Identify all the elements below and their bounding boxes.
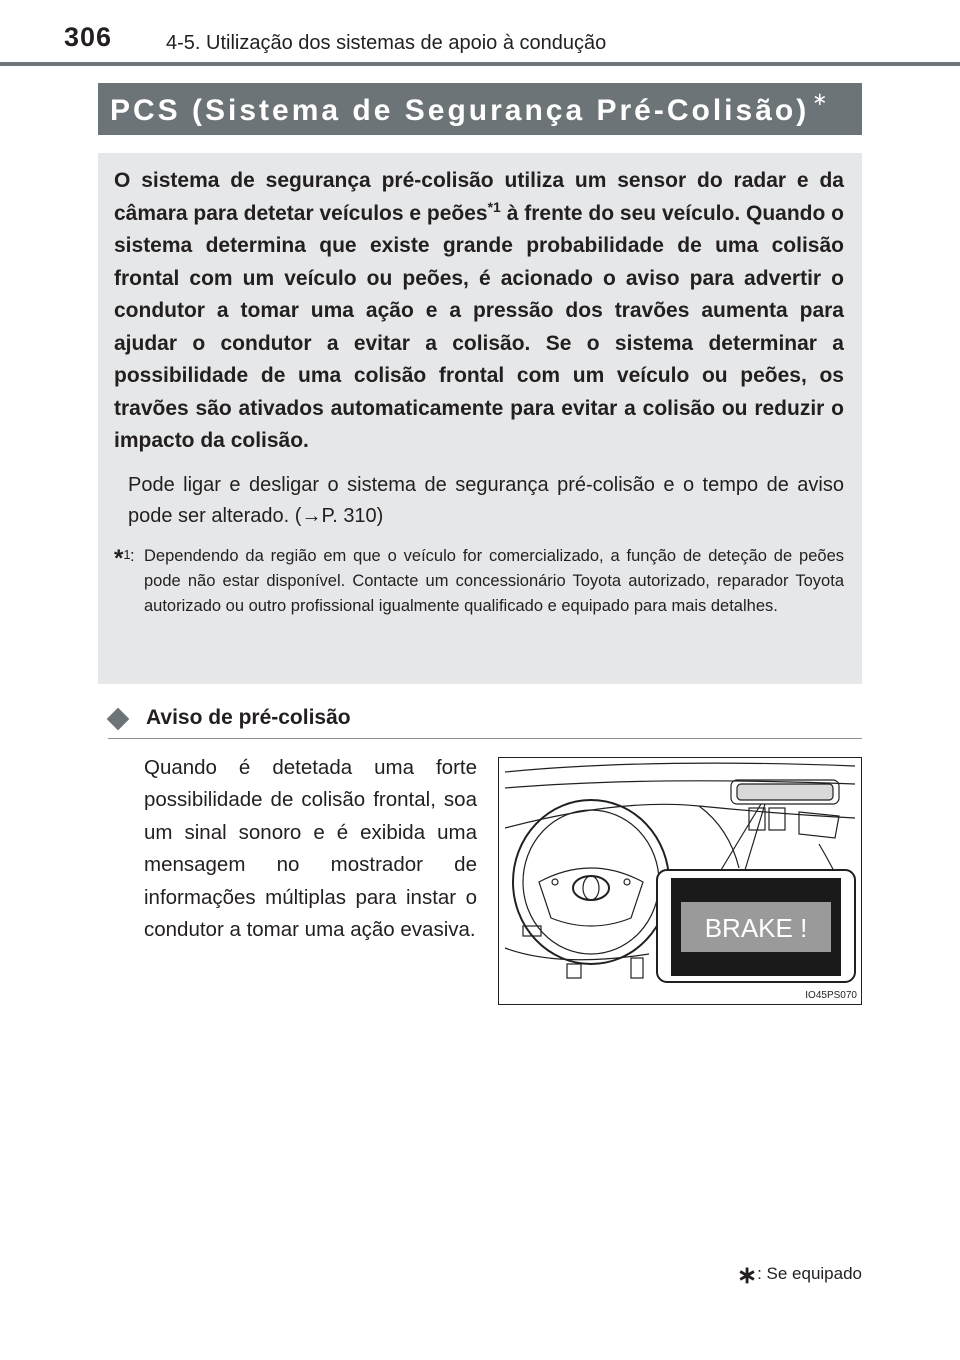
footnote-number: 1 (123, 546, 131, 562)
warning-description: Quando é detetada uma forte possibilidade de colisão frontal, soa um sinal sonoro e é exibida uma mensagem no mostrador de informações múltiplas para instar o condutor a tomar uma ação evasiva. (144, 756, 477, 942)
page-number: 306 (64, 22, 113, 52)
equipment-note-text: : Se equipado (757, 1264, 862, 1283)
brake-warning-text: BRAKE ! (704, 913, 808, 943)
pedal-right-icon (631, 958, 643, 978)
wheel-button-right-icon (624, 879, 630, 885)
intro-text-2: à frente do seu veículo. Quando o sistema determina que existe grande probabilidade de uma colisão frontal com um veículo ou peões, é acionado o aviso para advertir o condutor a tomar uma ação e a pressão dos travões aumenta para ajudar o condutor a evitar a colisão. Se o sistema determinar a possibilidade de uma colisão frontal com um veículo ou peões, os travões são ativados automaticamente para evitar a colisão ou reduzir o impacto da colisão. (114, 201, 844, 452)
windshield-line-icon (505, 763, 855, 772)
footnote-colon: : (130, 546, 135, 565)
settings-note: Pode ligar e desligar o sistema de segurança pré-colisão e o tempo de aviso pode ser alterado. (→P. 310) (128, 473, 844, 527)
figure-code: IO45PS070 (805, 990, 857, 1001)
footnote-text: Dependendo da região em que o veículo for comercializado, a função de deteção de peões pode não estar disponível. Contacte um concessionário Toyota autorizado, reparador Toyota autorizado ou outro profissional igualmente qualificado e equipado para mais detalhes. (144, 546, 844, 615)
dash-edge-icon (699, 806, 739, 868)
header-rule (0, 62, 960, 66)
subsection-heading (108, 706, 862, 739)
dashboard-drawing (499, 758, 861, 1004)
wheel-button-left-icon (552, 879, 558, 885)
equipment-note (736, 1257, 862, 1289)
chapter-heading: 4-5. Utilização dos sistemas de apoio à condução (166, 32, 607, 54)
footnote (114, 544, 844, 619)
equipped-star: ∗ (736, 1262, 758, 1289)
equipped-mark: ∗ (812, 89, 831, 109)
page-title: PCS (Sistema de Segurança Pré-Colisão) (110, 94, 810, 127)
intro-text-1: O sistema de segurança pré-colisão utiliza um sensor do radar e da câmara para detetar veículos e peões (114, 169, 844, 225)
footnote-mark (114, 540, 131, 571)
pedal-left-icon (567, 964, 581, 978)
intro-box (98, 153, 862, 684)
steering-logo-inner-icon (583, 876, 599, 900)
footnote-star: * (114, 544, 124, 572)
steering-wheel-outer-icon (513, 800, 669, 964)
vent-right-icon (769, 808, 785, 830)
intro-paragraph (114, 165, 844, 458)
section-title-bar (98, 83, 862, 135)
center-display-screen-icon (737, 784, 833, 800)
footnote-ref: *1 (487, 198, 501, 215)
subsection-title: Aviso de pré-colisão (146, 706, 351, 729)
diamond-bullet-icon (107, 708, 130, 731)
steering-wheel-inner-icon (523, 810, 659, 954)
steering-logo-icon (573, 876, 609, 900)
dashboard-illustration (498, 757, 862, 1005)
